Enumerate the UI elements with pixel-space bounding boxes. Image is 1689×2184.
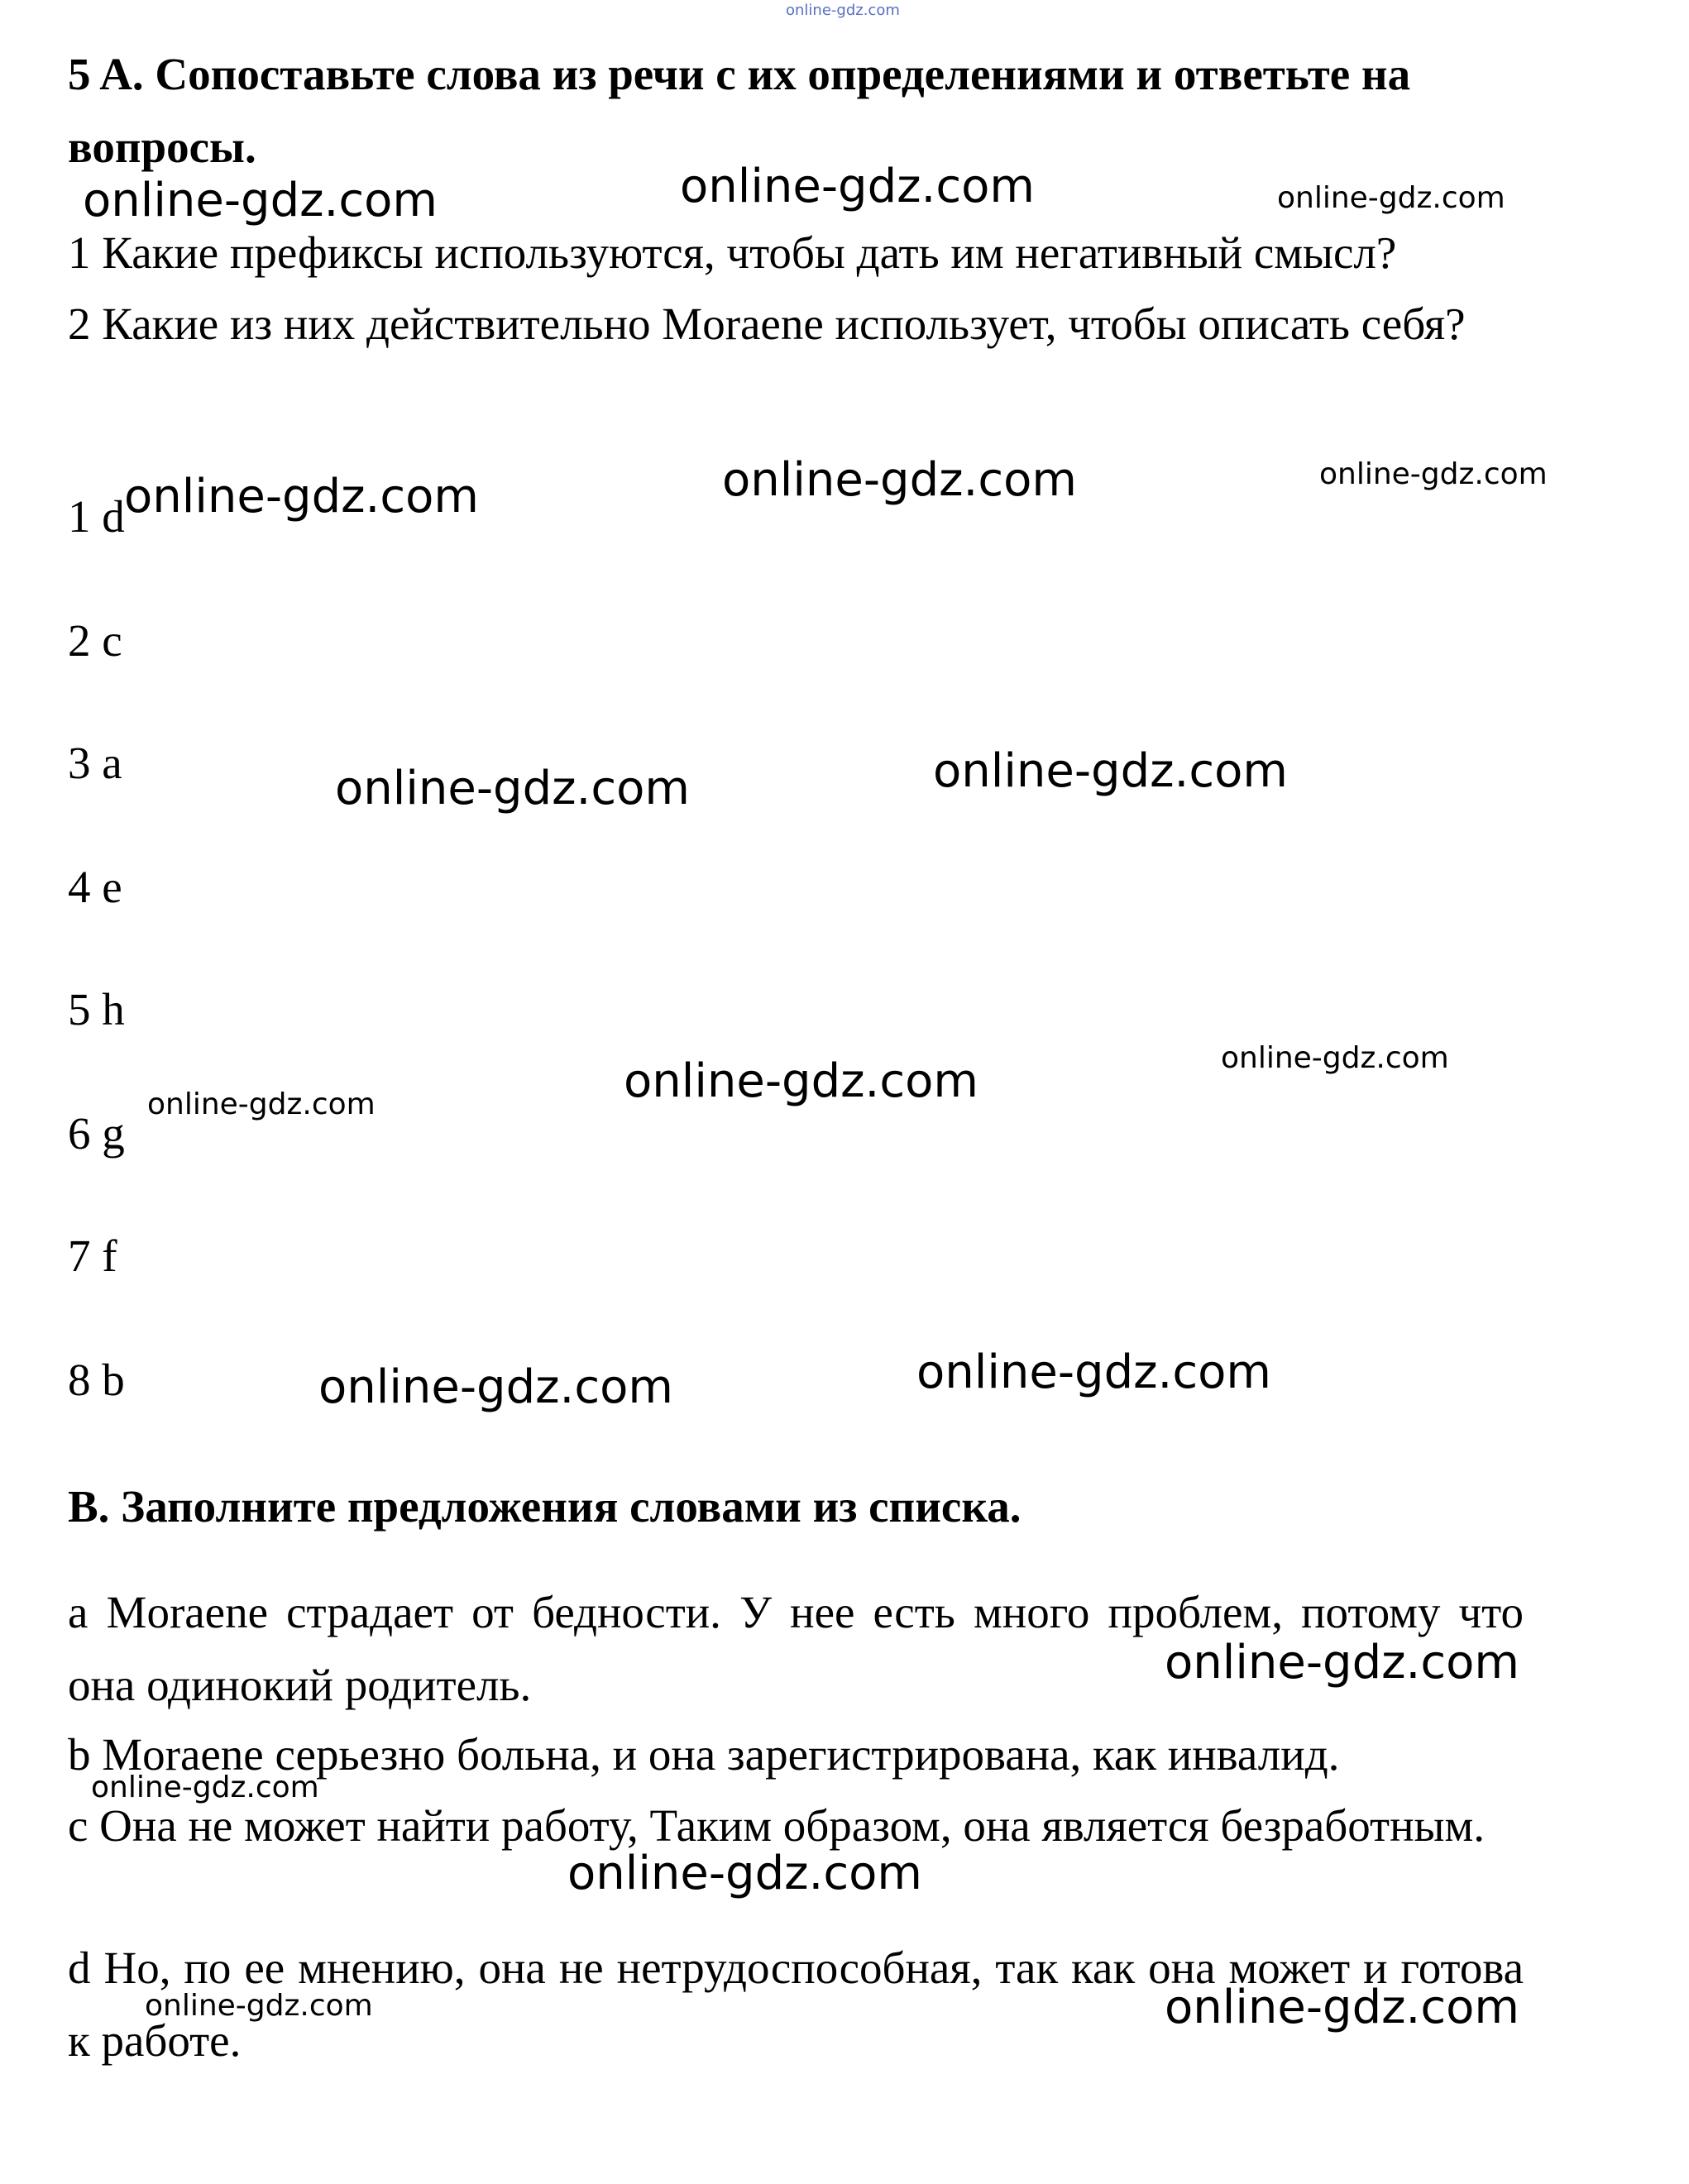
answer-4: 4 e [68, 862, 122, 912]
watermark-text: online-gdz.com [933, 744, 1288, 798]
watermark-text: online-gdz.com [147, 1087, 376, 1121]
answer-6: 6 g [68, 1108, 125, 1159]
section-a-heading: 5 A. Сопоставьте слова из речи с их определениями и ответьте на вопросы. [68, 49, 1411, 172]
answer-7: 7 f [68, 1231, 117, 1281]
sentence-c: c Она не может найти работу, Таким образом, она является безработным. [68, 1800, 1486, 1851]
sentence-b: b Moraene серьезно больна, и она зарегистрирована, как инвалид. [68, 1729, 1340, 1780]
watermark-text: online-gdz.com [722, 453, 1077, 507]
watermark-text: online-gdz.com [916, 1345, 1271, 1399]
watermark-text: online-gdz.com [318, 1360, 673, 1414]
watermark-text: online-gdz.com [335, 762, 690, 815]
question-1: 1 Какие префиксы используются, чтобы дать им негативный смысл? [68, 227, 1397, 278]
answer-8: 8 b [68, 1355, 125, 1405]
answer-1: 1 d [68, 491, 125, 542]
watermark-text: online-gdz.com [1165, 1636, 1519, 1689]
question-2: 2 Какие из них действительно Moraene использует, чтобы описать себя? [68, 299, 1466, 349]
watermark-text: online-gdz.com [1277, 181, 1505, 215]
watermark-text: online-gdz.com [1165, 1981, 1519, 2034]
watermark-text: online-gdz.com [83, 174, 438, 227]
watermark-text: online-gdz.com [567, 1847, 922, 1900]
answer-3: 3 a [68, 738, 122, 788]
watermark-text: online-gdz.com [91, 1771, 319, 1804]
watermark-text: online-gdz.com [124, 470, 479, 523]
section-b-heading: B. Заполните предложения словами из списка. [68, 1481, 1022, 1532]
answer-2: 2 c [68, 615, 122, 666]
watermark-text: online-gdz.com [1319, 457, 1548, 491]
sentence-d: d Но, по ее мнению, она не нетрудоспособная, так как она может и готова к работе. [68, 1943, 1524, 2066]
sentence-a: a Moraene страдает от бедности. У нее есть много проблем, потому что она одинокий родитель. [68, 1587, 1524, 1710]
watermark-text: online-gdz.com [680, 160, 1035, 213]
watermark-text: online-gdz.com [145, 1989, 373, 2023]
top-watermark: online-gdz.com [786, 2, 900, 19]
watermark-text: online-gdz.com [1221, 1041, 1449, 1075]
answer-5: 5 h [68, 984, 125, 1035]
watermark-text: online-gdz.com [624, 1054, 978, 1108]
